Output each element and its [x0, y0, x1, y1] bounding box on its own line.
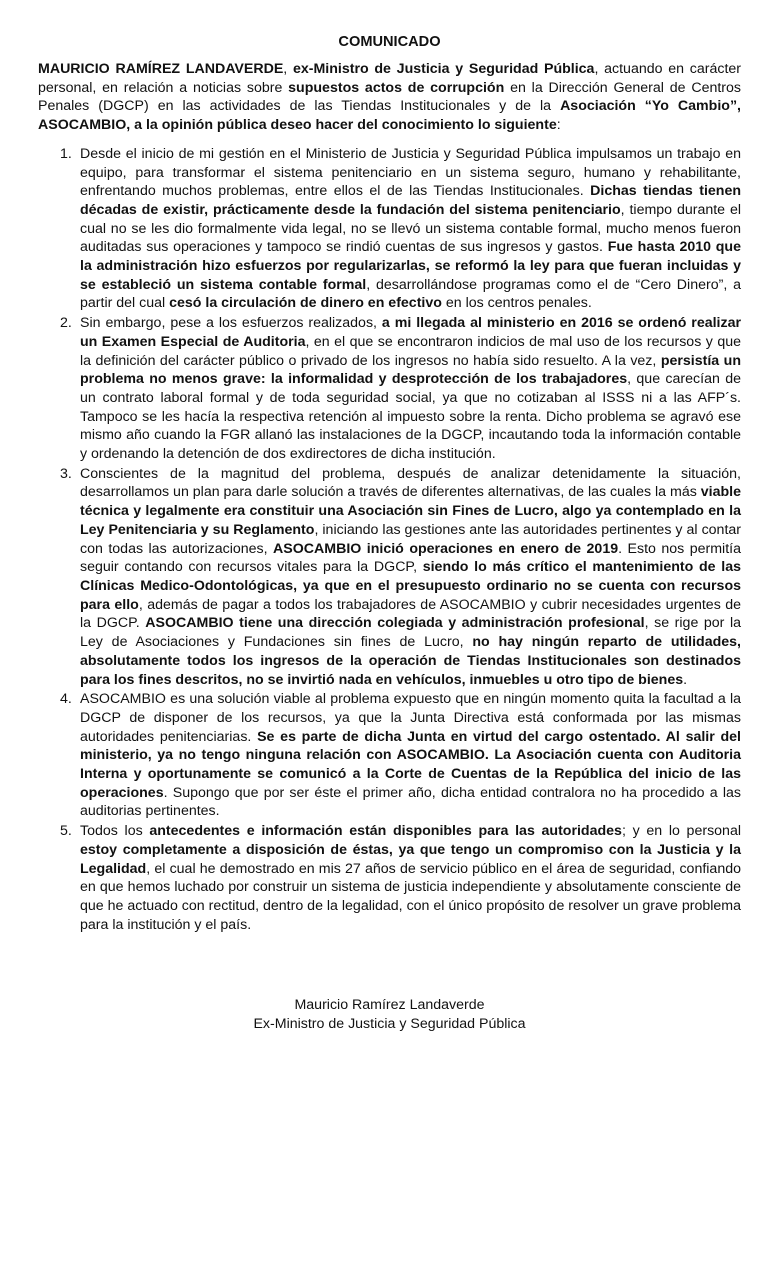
bold-text-run: Dichas tiendas tienen décadas de existir, prácticamente desde la fundación del sistema penitenciario — [80, 183, 742, 218]
list-item-text — [80, 822, 741, 934]
signature-block — [38, 996, 741, 1034]
text-run: ASOCAMBIO es una solución viable al problema expuesto que en ningún momento quita la facultad a la DGCP de disponer de los recursos, ya que la Junta Directiva está conformada por las mismas autoridades penitenciarias. — [80, 691, 741, 745]
list-item-number: 4. — [60, 691, 72, 708]
bold-text-run: Asociación “Yo Cambio”, ASOCAMBIO, a la opinión pública deseo hacer del conocimiento lo siguiente — [38, 98, 741, 134]
text-run: Desde el inicio de mi gestión en el Ministerio de Justicia y Seguridad Pública impulsamos un trabajo en equipo, para transformar el sistema penitenciario en un sistema seguro, humano y rehabilitante, enfrentando muchos problemas, entre ellos el de las Tiendas Institucionales. — [80, 145, 741, 200]
text-run: . Esto nos permitía seguir contando con recursos vitales para la DGCP, — [80, 540, 741, 576]
bold-text-run: MAURICIO RAMÍREZ LANDAVERDE — [38, 61, 284, 77]
list-item-number: 2. — [60, 315, 72, 332]
list-item — [38, 145, 741, 313]
text-run: ; y en lo personal — [621, 823, 741, 840]
bold-text-run: ASOCAMBIO tiene una dirección colegiada y administración profesional — [145, 615, 645, 632]
text-run: : — [556, 117, 561, 134]
text-run: , el cual he demostrado en mis 27 años de servicio público en el área de seguridad, confiando en que hemos luchado por construir un sistema de justicia independiente y absolutamente consciente de que he actuado con rectitud, dentro de la legalidad, con el único propósito de resolver un grave problema para la institución y el país. — [80, 860, 741, 933]
statement-list — [38, 145, 741, 935]
text-run: , desarrollándose programas como el de “Cero Dinero”, a partir del cual — [80, 276, 741, 312]
list-item — [38, 465, 741, 689]
list-item-number: 1. — [60, 145, 72, 162]
list-item-text — [80, 314, 741, 464]
text-run: , en el que se encontraron indicios de mal uso de los recursos y que la definición del carácter público o privado de los ingresos no había sido resuelto. A la vez, — [80, 333, 741, 369]
text-run: , actuando en carácter personal, en relación a noticias sobre — [38, 61, 742, 96]
text-run: . — [683, 671, 688, 688]
bold-text-run: persistía un problema no menos grave: la informalidad y desprotección de los trabajadores — [80, 352, 741, 388]
bold-text-run: supuestos actos de corrupción — [288, 79, 505, 96]
list-item — [38, 314, 741, 464]
signature-role: Ex-Ministro de Justicia y Seguridad Pública — [253, 1016, 526, 1033]
bold-text-run: La Asociación cuenta con Auditoria Interna y oportunamente se comunicó a la Corte de Cuentas de la República del inicio de las operaciones — [80, 747, 741, 801]
bold-text-run: Fue hasta 2010 que la administración hizo esfuerzos por regularizarlas, se reformó la ley para que fueran incluidas y se estableció un sistema contable formal — [80, 239, 741, 293]
text-run: Conscientes de la magnitud del problema, después de analizar detenidamente la situación, desarrollamos un plan para darle solución a través de diferentes alternativas, de las cuales la más — [80, 465, 741, 501]
list-item — [38, 822, 741, 934]
list-item-number: 3. — [60, 465, 72, 482]
signature-name: Mauricio Ramírez Landaverde — [294, 997, 485, 1014]
bold-text-run: a mi llegada al ministerio en 2016 se ordenó realizar un Examen Especial de Auditoria — [80, 315, 741, 350]
bold-text-run: Se es parte de dicha Junta en virtud del cargo ostentado. Al salir del ministerio, ya no tengo ninguna relación con ASOCAMBIO. — [80, 728, 741, 764]
bold-text-run: antecedentes e información están disponibles para las autoridades — [149, 823, 622, 840]
intro-paragraph — [38, 60, 741, 135]
text-run: , que carecían de un contrato laboral formal y de toda seguridad social, ya que no cotizaban al ISSS ni a las AFP´s. Tampoco se les hacía la respectiva retención al impuesto sobre la renta. Dicho problema se agravó ese mismo año cuando la FGR allanó las instalaciones de la DGCP, incautando toda la información contable y ordenando la detención de dos exdirectores de dicha institución. — [80, 371, 741, 463]
bold-text-run: siendo lo más crítico el mantenimiento de las Clínicas Medico-Odontológicas, ya que en el presupuesto ordinario no se cuenta con recursos para ello — [80, 559, 741, 613]
bold-text-run: no hay ningún reparto de utilidades, absolutamente todos los ingresos de la operación de Tiendas Institucionales son destinados para los fines descritos, no se invirtió nada en vehículos, inmuebles u otro tipo de bienes — [80, 634, 741, 688]
bold-text-run: viable técnica y legalmente era constituir una Asociación sin Fines de Lucro, algo ya contemplado en la Ley Penitenciaria y su Reglamento — [80, 484, 741, 538]
text-run: , iniciando las gestiones ante las autoridades pertinentes y al contar con todas las autorizaciones, — [80, 521, 741, 557]
text-run: Todos los — [80, 823, 150, 840]
list-item-text — [80, 465, 741, 689]
text-run: , tiempo durante el cual no se les dio formalmente vida legal, no se llevó un sistema contable formal, mucho menos fueron auditadas sus operaciones y tampoco se rindió cuentas de sus ingresos y gastos. — [80, 201, 741, 256]
bold-text-run: ex-Ministro de Justicia y Seguridad Pública — [292, 61, 595, 77]
bold-text-run: cesó la circulación de dinero en efectivo — [169, 295, 442, 312]
list-item — [38, 690, 741, 821]
bold-text-run: estoy completamente a disposición de éstas, ya que tengo un compromiso con la Justicia y la Legalidad — [80, 841, 741, 877]
bold-text-run: ASOCAMBIO inició operaciones en enero de 2019 — [273, 540, 619, 557]
text-run: en los centros penales. — [441, 295, 592, 312]
text-run: en la Dirección General de Centros Penales (DGCP) en las actividades de las Tiendas Institucionales y de la — [38, 79, 741, 115]
text-run: , además de pagar a todos los trabajadores de ASOCAMBIO y cubrir necesidades urgentes de la DGCP. — [80, 596, 741, 632]
list-item-number: 5. — [60, 823, 72, 840]
text-run: . Supongo que por ser éste el primer año, dicha entidad contralora no ha procedido a las auditorias pertinentes. — [80, 784, 741, 820]
list-item-text — [80, 145, 741, 313]
document-title: COMUNICADO — [338, 34, 441, 50]
text-run: , — [283, 61, 293, 77]
list-item-text — [80, 690, 741, 821]
text-run: , se rige por la Ley de Asociaciones y Fundaciones sin fines de Lucro, — [80, 615, 742, 651]
text-run: Sin embargo, pese a los esfuerzos realizados, — [80, 315, 382, 332]
